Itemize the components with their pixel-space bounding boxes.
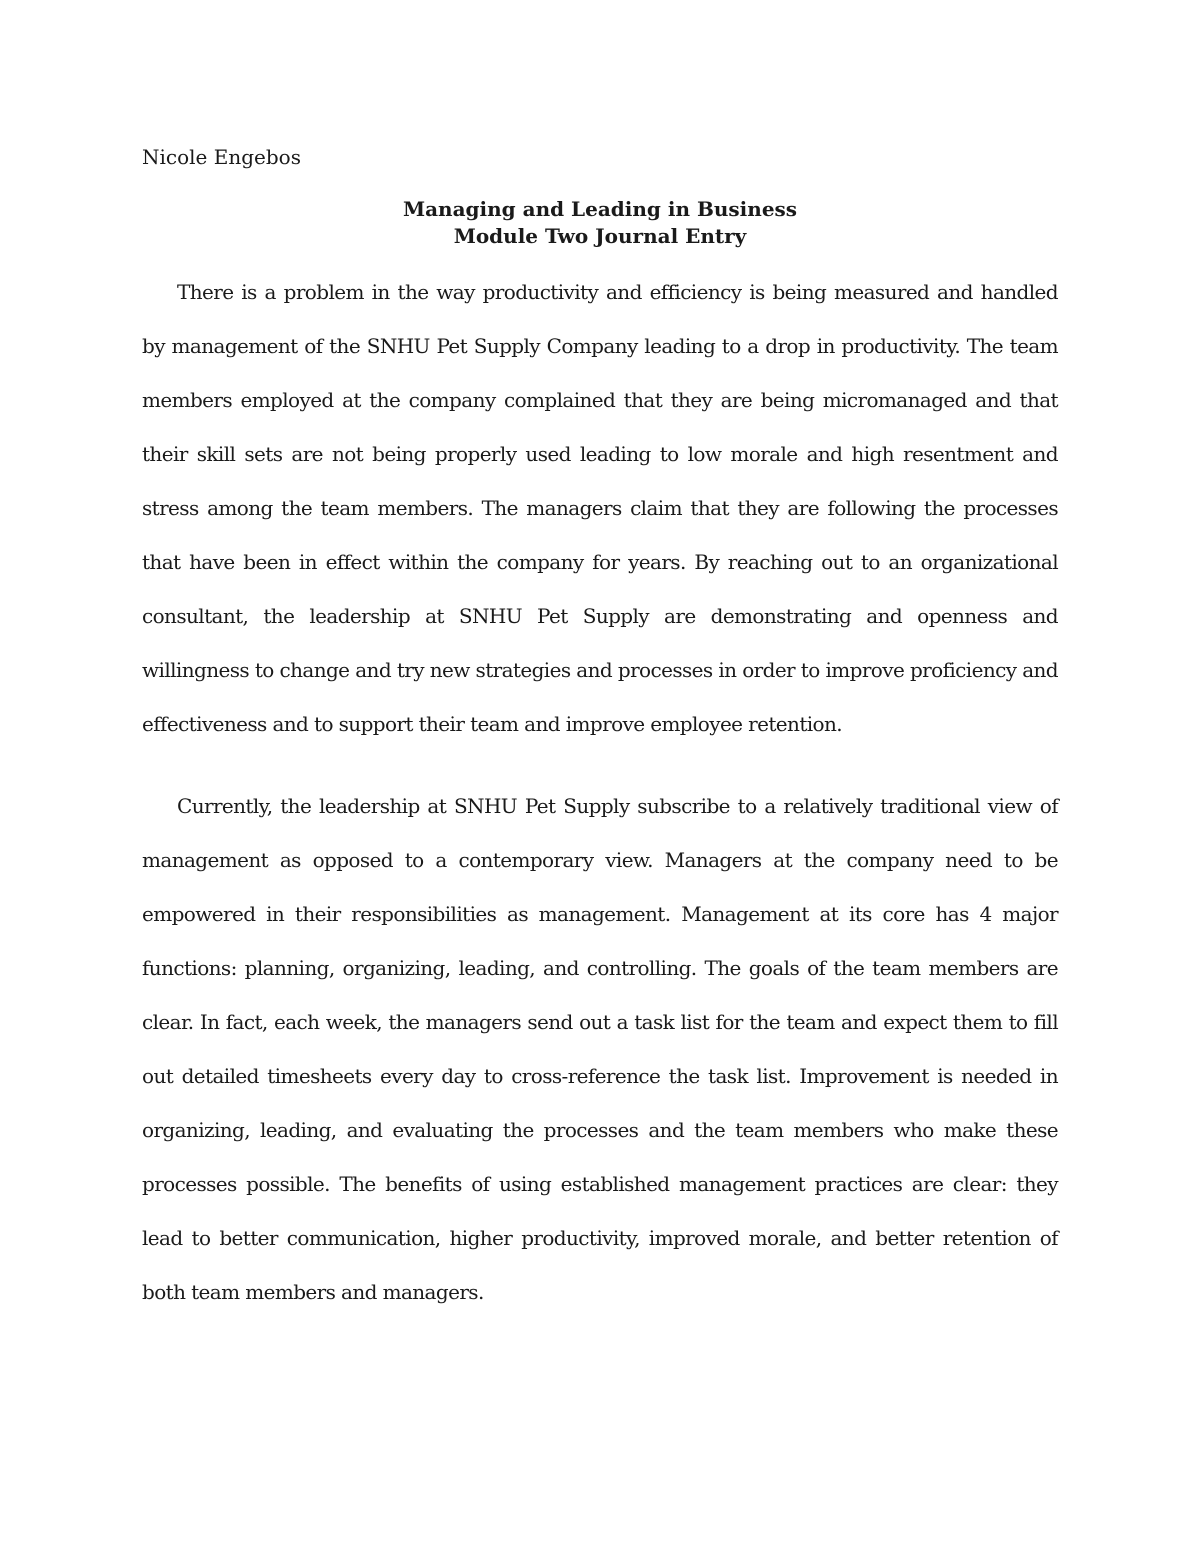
author-name: Nicole Engebos: [142, 145, 301, 169]
document-title: Managing and Leading in Business: [402, 197, 798, 221]
document-subtitle: Module Two Journal Entry: [453, 224, 747, 248]
title-block: [142, 196, 1058, 250]
body-paragraph-2: Currently, the leadership at SNHU Pet Supply subscribe to a relatively traditional view of management as opposed to a contemporary view. Managers at the company need to be empowered in their responsibilities as management. Management at its core has 4 major functions: planning, organizing, leading, and controlling. The goals of the team members are clear. In fact, each week, the managers send out a task list for the team and expect them to fill out detailed timesheets every day to cross-reference the task list. Improvement is needed in organizing, leading, and evaluating the processes and the team members who make these processes possible. The benefits of using established management practices are clear: they lead to better communication, higher productivity, improved morale, and better retention of both team members and managers.: [142, 794, 1058, 1304]
body-paragraph-1: There is a problem in the way productivity and efficiency is being measured and handled by management of the SNHU Pet Supply Company leading to a drop in productivity. The team members employed at the company complained that they are being micromanaged and that their skill sets are not being properly used leading to low morale and high resentment and stress among the team members. The managers claim that they are following the processes that have been in effect within the company for years. By reaching out to an organizational consultant, the leadership at SNHU Pet Supply are demonstrating and openness and willingness to change and try new strategies and processes in order to improve proficiency and effectiveness and to support their team and improve employee retention.: [142, 280, 1058, 736]
